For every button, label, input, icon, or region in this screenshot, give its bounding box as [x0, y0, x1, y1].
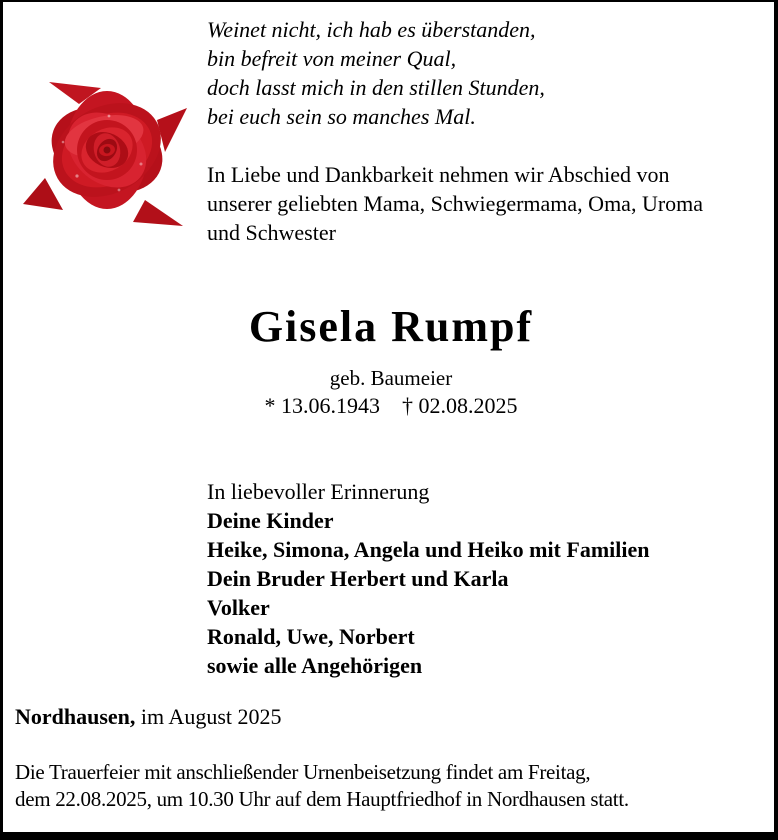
- intro-line: und Schwester: [207, 220, 336, 245]
- life-dates: * 13.06.1943 † 02.08.2025: [264, 393, 518, 418]
- memoriam-line: Ronald, Uwe, Norbert: [207, 624, 415, 649]
- maiden-name: geb. Baumeier: [329, 366, 453, 390]
- city-label: Nordhausen,: [15, 704, 136, 729]
- intro-text: [207, 160, 703, 247]
- memoriam-line: In liebevoller Erinnerung: [207, 479, 430, 504]
- memoriam-line: sowie alle Angehörigen: [207, 653, 423, 678]
- deceased-name: Gisela Rumpf: [248, 302, 534, 351]
- poem-line: Weinet nicht, ich hab es überstanden,: [207, 17, 536, 42]
- memoriam-line: Volker: [207, 595, 270, 620]
- memoriam-line: Dein Bruder Herbert und Karla: [207, 566, 509, 591]
- poem-line: bin befreit von meiner Qual,: [207, 46, 457, 71]
- deceased-block: [189, 301, 593, 419]
- funeral-line: Die Trauerfeier mit anschließender Urnenbeisetzung findet am Freitag,: [15, 760, 591, 784]
- intro-line: In Liebe und Dankbarkeit nehmen wir Abschied von: [207, 162, 670, 187]
- poem-line: bei euch sein so manches Mal.: [207, 104, 476, 129]
- intro-line: unserer geliebten Mama, Schwiegermama, Oma, Uroma: [207, 191, 704, 216]
- memoriam-line: Heike, Simona, Angela und Heiko mit Familien: [207, 537, 650, 562]
- mourners-list: [207, 477, 649, 680]
- place-date-line: [15, 703, 282, 730]
- funeral-info: [15, 759, 629, 813]
- poem: [207, 15, 545, 131]
- memoriam-line: Deine Kinder: [207, 508, 334, 533]
- poem-line: doch lasst mich in den stillen Stunden,: [207, 75, 545, 100]
- month-label: im August 2025: [140, 704, 282, 729]
- rose-image: [21, 58, 193, 234]
- funeral-line: dem 22.08.2025, um 10.30 Uhr auf dem Hauptfriedhof in Nordhausen statt.: [15, 787, 629, 811]
